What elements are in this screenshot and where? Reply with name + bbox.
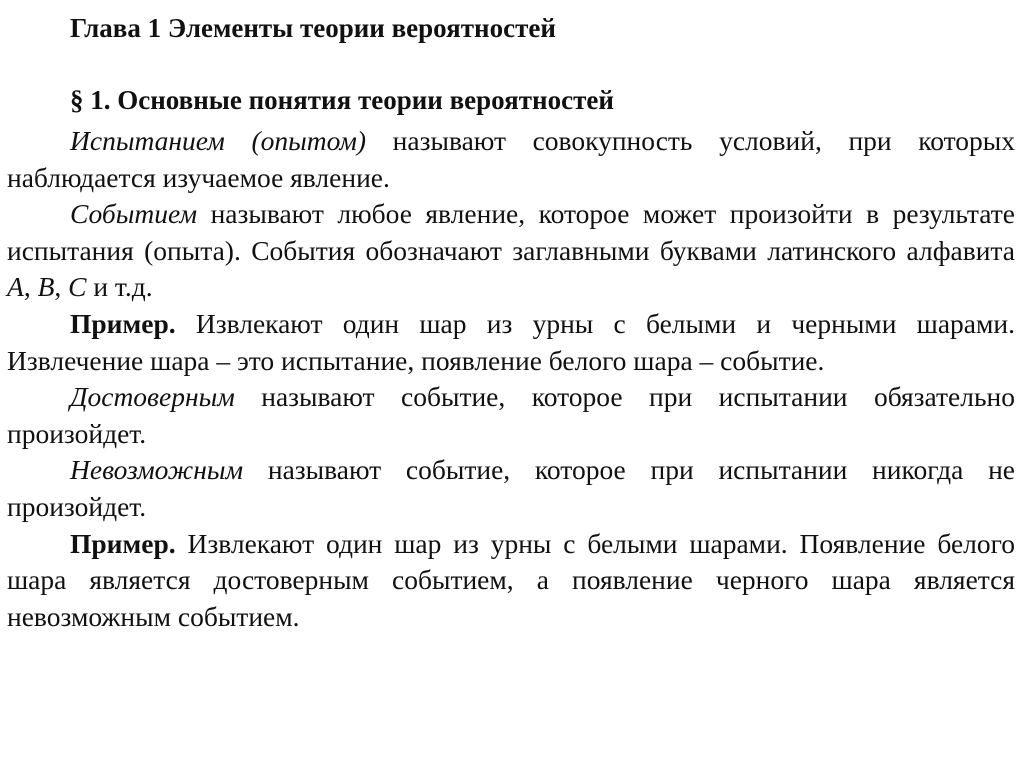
term-certain: Достоверным — [70, 381, 235, 413]
example-label: Пример. — [70, 527, 176, 559]
term-trial: Испытанием (опытом) — [70, 125, 367, 156]
letter-b: B — [37, 271, 55, 303]
paragraph-certain-definition — [7, 379, 1015, 452]
chapter-title: Глава 1 Элементы теории вероятностей — [70, 13, 556, 43]
paragraph-example-2 — [7, 526, 1015, 636]
paragraph-text: называют событие, которое при испытании обязательно произойдет. — [7, 381, 1015, 449]
paragraph-event-definition — [7, 196, 1015, 306]
term-event: Событием — [70, 198, 198, 230]
paragraph-tail: и т.д. — [86, 271, 153, 303]
paragraph-example-1 — [7, 306, 1015, 379]
term-impossible: Невозможным — [70, 454, 244, 486]
section-title: § 1. Основные понятия теории вероятностей — [70, 85, 614, 115]
section-body — [7, 123, 1015, 635]
letter-c: C — [68, 271, 87, 303]
separator: , — [54, 271, 69, 303]
letter-a: A — [7, 271, 24, 303]
paragraph-trial-definition — [7, 123, 1015, 196]
example-label: Пример. — [70, 307, 176, 339]
paragraph-text: называют любое явление, которое может произойти в результате испытания (опыта). События обозначают заглавными буквами латинского алфавита — [7, 198, 1015, 266]
paragraph-impossible-definition — [7, 452, 1015, 525]
paragraph-text: Извлекают один шар из урны с белыми шарами. Появление белого шара является достоверным событием, а появление черного шара является невозможным событием. — [7, 527, 1015, 632]
separator: , — [23, 271, 38, 303]
paragraph-text: называют событие, которое при испытании никогда не произойдет. — [7, 454, 1015, 522]
paragraph-text: называют совокупность условий, при которых наблюдается изучаемое явление. — [7, 125, 1015, 193]
paragraph-text: Извлекают один шар из урны с белыми и черными шарами. Извлечение шара – это испытание, появление белого шара – событие. — [7, 307, 1015, 376]
